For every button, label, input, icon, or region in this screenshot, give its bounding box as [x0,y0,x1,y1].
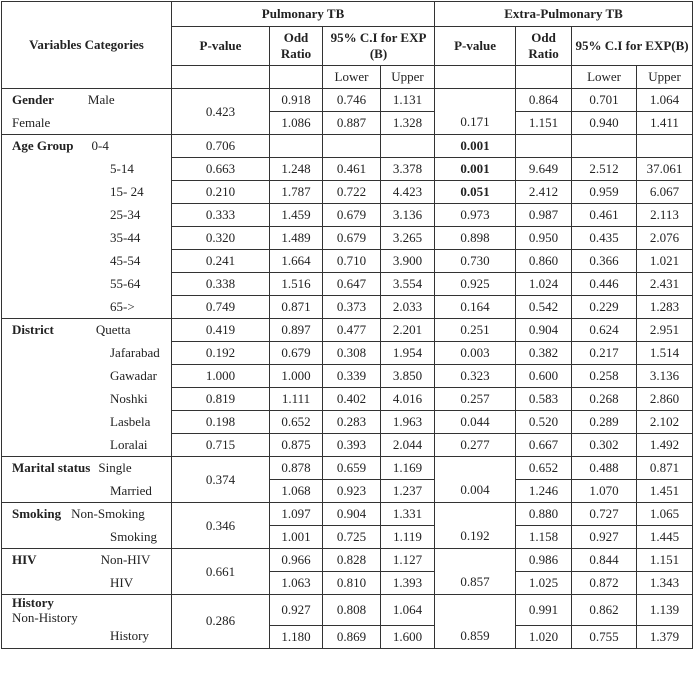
cell [270,135,323,158]
smoking-row-label [2,503,172,526]
cell: 1.021 [637,250,693,273]
age-cat: 5-14 [2,158,172,181]
smoking-cat-label: Smoking [2,526,172,549]
cell: 0.828 [323,549,381,572]
cell: 0.918 [270,89,323,112]
cell: 0.051 [435,181,516,204]
cell: 0.667 [516,434,572,457]
cell: 1.180 [270,625,323,648]
cell: 0.308 [323,342,381,365]
gender-ep: 0.171 [435,89,516,135]
cell: 1.139 [637,595,693,626]
hiv-label: HIV [12,552,37,568]
cell: 1.451 [637,480,693,503]
cell: 2.102 [637,411,693,434]
cell: 0.659 [323,457,381,480]
age-label: Age Group [12,138,74,154]
cell: 0.435 [572,227,637,250]
cell: 4.423 [381,181,435,204]
cell: 0.862 [572,595,637,626]
hiv-row-label [2,549,172,572]
cell: 0.647 [323,273,381,296]
cell: 0.755 [572,625,637,648]
cell: 0.880 [516,503,572,526]
cell: 0.927 [572,526,637,549]
cell: 1.063 [270,572,323,595]
cell: 0.192 [172,342,270,365]
gender-row-label [2,89,172,112]
cell: 0.003 [435,342,516,365]
cell: 1.025 [516,572,572,595]
cell: 0.872 [572,572,637,595]
cell: 0.887 [323,112,381,135]
cell: 1.963 [381,411,435,434]
cell: 1.131 [381,89,435,112]
cell: 0.869 [323,625,381,648]
cell: 1.111 [270,388,323,411]
cell: 1.119 [381,526,435,549]
header-empty [516,66,572,89]
cell: 1.393 [381,572,435,595]
header-pvalue: P-value [172,27,270,66]
cell: 1.158 [516,526,572,549]
cell: 1.246 [516,480,572,503]
cell: 1.379 [637,625,693,648]
cell: 0.402 [323,388,381,411]
age-cat: 25-34 [2,204,172,227]
header-variables: Variables Categories [2,2,172,89]
cell: 0.973 [435,204,516,227]
cell: 0.746 [323,89,381,112]
cell: 3.378 [381,158,435,181]
cell: 2.076 [637,227,693,250]
cell [323,135,381,158]
cell: 0.923 [323,480,381,503]
district-row-label [2,319,172,342]
header-extra-pulmonary: Extra-Pulmonary TB [435,2,693,27]
cell: 0.210 [172,181,270,204]
cell: 6.067 [637,181,693,204]
header-lower: Lower [323,66,381,89]
hiv-cat-label: HIV [2,572,172,595]
district-cat: Lasbela [2,411,172,434]
cell: 1.151 [637,549,693,572]
cell: 1.600 [381,625,435,648]
cell: 0.710 [323,250,381,273]
age-cat: 0-4 [91,138,109,154]
cell: 1.492 [637,434,693,457]
cell: 0.251 [435,319,516,342]
cell: 0.624 [572,319,637,342]
cell: 0.959 [572,181,637,204]
male-label: Male [87,92,115,108]
cell: 0.925 [435,273,516,296]
cell: 1.169 [381,457,435,480]
cell: 0.663 [172,158,270,181]
cell [381,135,435,158]
marital-p: 0.374 [172,457,270,503]
cell: 2.044 [381,434,435,457]
cell: 1.331 [381,503,435,526]
cell: 0.871 [270,296,323,319]
cell: 3.136 [637,365,693,388]
cell: 0.520 [516,411,572,434]
history-p: 0.286 [172,595,270,649]
gender-p: 0.423 [172,89,270,135]
cell: 1.065 [637,503,693,526]
cell: 1.343 [637,572,693,595]
cell: 0.897 [270,319,323,342]
cell: 0.198 [172,411,270,434]
cell: 3.136 [381,204,435,227]
age-row-label [2,135,172,158]
cell: 2.512 [572,158,637,181]
cell: 2.412 [516,181,572,204]
cell: 2.113 [637,204,693,227]
cell: 0.810 [323,572,381,595]
cell: 0.477 [323,319,381,342]
cell: 0.904 [516,319,572,342]
cell: 3.265 [381,227,435,250]
cell: 0.749 [172,296,270,319]
female-label: Female [2,112,172,135]
cell: 1.328 [381,112,435,135]
district-label: District [12,322,54,338]
smoking-ep: 0.192 [435,503,516,549]
cell: 0.164 [435,296,516,319]
cell: 0.289 [572,411,637,434]
nonhistory-label: Non-History [12,610,78,625]
cell: 0.844 [572,549,637,572]
header-empty [270,66,323,89]
cell: 0.679 [323,227,381,250]
cell: 2.201 [381,319,435,342]
cell: 0.373 [323,296,381,319]
cell: 3.554 [381,273,435,296]
single-label: Single [98,460,132,476]
cell: 1.070 [572,480,637,503]
cell: 0.268 [572,388,637,411]
cell: 0.488 [572,457,637,480]
header-pulmonary: Pulmonary TB [172,2,435,27]
cell: 2.860 [637,388,693,411]
cell: 0.904 [323,503,381,526]
cell: 1.024 [516,273,572,296]
hiv-ep: 0.857 [435,549,516,595]
cell: 3.900 [381,250,435,273]
cell: 0.950 [516,227,572,250]
cell: 0.277 [435,434,516,457]
cell: 0.382 [516,342,572,365]
cell: 0.898 [435,227,516,250]
age-cat: 55-64 [2,273,172,296]
age-cat: 45-54 [2,250,172,273]
cell: 3.850 [381,365,435,388]
cell: 0.819 [172,388,270,411]
cell: 1.445 [637,526,693,549]
cell: 1.411 [637,112,693,135]
cell: 0.302 [572,434,637,457]
cell: 0.864 [516,89,572,112]
cell: 0.461 [572,204,637,227]
cell: 1.516 [270,273,323,296]
cell: 2.951 [637,319,693,342]
age-cat: 65-> [2,296,172,319]
cell: 0.991 [516,595,572,626]
cell: 9.649 [516,158,572,181]
cell: 1.068 [270,480,323,503]
cell: 0.730 [435,250,516,273]
cell: 0.986 [516,549,572,572]
cell: 0.940 [572,112,637,135]
cell: 0.652 [516,457,572,480]
cell: 0.446 [572,273,637,296]
marital-row-label [2,457,172,480]
cell: 0.257 [435,388,516,411]
cell: 0.217 [572,342,637,365]
header-ci: 95% C.I for EXP (B) [323,27,435,66]
smoking-label: Smoking [12,506,62,522]
cell: 2.431 [637,273,693,296]
cell: 0.258 [572,365,637,388]
header-upper: Upper [381,66,435,89]
cell: 0.927 [270,595,323,626]
cell: 0.338 [172,273,270,296]
cell: 1.001 [270,526,323,549]
hiv-p: 0.661 [172,549,270,595]
nonsmoking-label: Non-Smoking [71,506,145,522]
cell: 1.086 [270,112,323,135]
cell: 1.064 [381,595,435,626]
header-empty [435,66,516,89]
cell: 0.727 [572,503,637,526]
cell: 0.320 [172,227,270,250]
cell: 0.600 [516,365,572,388]
cell: 2.033 [381,296,435,319]
cell: 1.097 [270,503,323,526]
cell: 0.679 [270,342,323,365]
cell: 0.878 [270,457,323,480]
cell: 0.001 [435,158,516,181]
cell: 1.000 [172,365,270,388]
cell: 0.722 [323,181,381,204]
cell: 0.725 [323,526,381,549]
cell [637,135,693,158]
cell: 0.583 [516,388,572,411]
cell: 1.514 [637,342,693,365]
cell: 1.064 [637,89,693,112]
smoking-p: 0.346 [172,503,270,549]
district-cat: Loralai [2,434,172,457]
cell: 1.489 [270,227,323,250]
cell: 0.652 [270,411,323,434]
header-upper-extra: Upper [637,66,693,89]
history-label: History [12,595,54,610]
marital-ep: 0.004 [435,457,516,503]
cell: 0.393 [323,434,381,457]
cell: 0.333 [172,204,270,227]
header-odd-ratio-extra: Odd Ratio [516,27,572,66]
cell: 0.987 [516,204,572,227]
cell: 0.715 [172,434,270,457]
cell: 4.016 [381,388,435,411]
married-label: Married [2,480,172,503]
nonhiv-label: Non-HIV [100,552,151,568]
cell: 0.229 [572,296,637,319]
cell: 1.151 [516,112,572,135]
cell: 0.542 [516,296,572,319]
gender-label: Gender [12,92,54,108]
header-odd-ratio: Odd Ratio [270,27,323,66]
district-cat: Quetta [95,322,131,338]
cell: 1.283 [637,296,693,319]
cell: 0.339 [323,365,381,388]
district-cat: Jafarabad [2,342,172,365]
history-row-label [2,595,172,626]
cell: 0.001 [435,135,516,158]
cell: 1.459 [270,204,323,227]
cell: 0.323 [435,365,516,388]
cell: 1.127 [381,549,435,572]
header-lower-extra: Lower [572,66,637,89]
cell: 1.000 [270,365,323,388]
cell: 0.366 [572,250,637,273]
cell: 1.787 [270,181,323,204]
cell [572,135,637,158]
cell: 0.241 [172,250,270,273]
cell: 0.679 [323,204,381,227]
cell: 1.248 [270,158,323,181]
cell: 0.706 [172,135,270,158]
history-ep: 0.859 [435,595,516,649]
cell: 0.808 [323,595,381,626]
header-pvalue-extra: P-value [435,27,516,66]
cell [516,135,572,158]
history-cat-label: History [2,625,172,648]
cell: 37.061 [637,158,693,181]
cell: 1.954 [381,342,435,365]
cell: 0.701 [572,89,637,112]
header-empty [172,66,270,89]
cell: 0.044 [435,411,516,434]
age-cat: 15- 24 [2,181,172,204]
district-cat: Gawadar [2,365,172,388]
cell: 0.860 [516,250,572,273]
age-cat: 35-44 [2,227,172,250]
cell: 1.020 [516,625,572,648]
district-cat: Noshki [2,388,172,411]
cell: 0.875 [270,434,323,457]
header-ci-extra: 95% C.I for EXP(B) [572,27,693,66]
cell: 0.283 [323,411,381,434]
marital-label: Marital status [12,460,91,476]
cell: 1.237 [381,480,435,503]
cell: 0.461 [323,158,381,181]
tb-results-table [1,1,693,649]
cell: 0.871 [637,457,693,480]
cell: 0.419 [172,319,270,342]
cell: 0.966 [270,549,323,572]
cell: 1.664 [270,250,323,273]
